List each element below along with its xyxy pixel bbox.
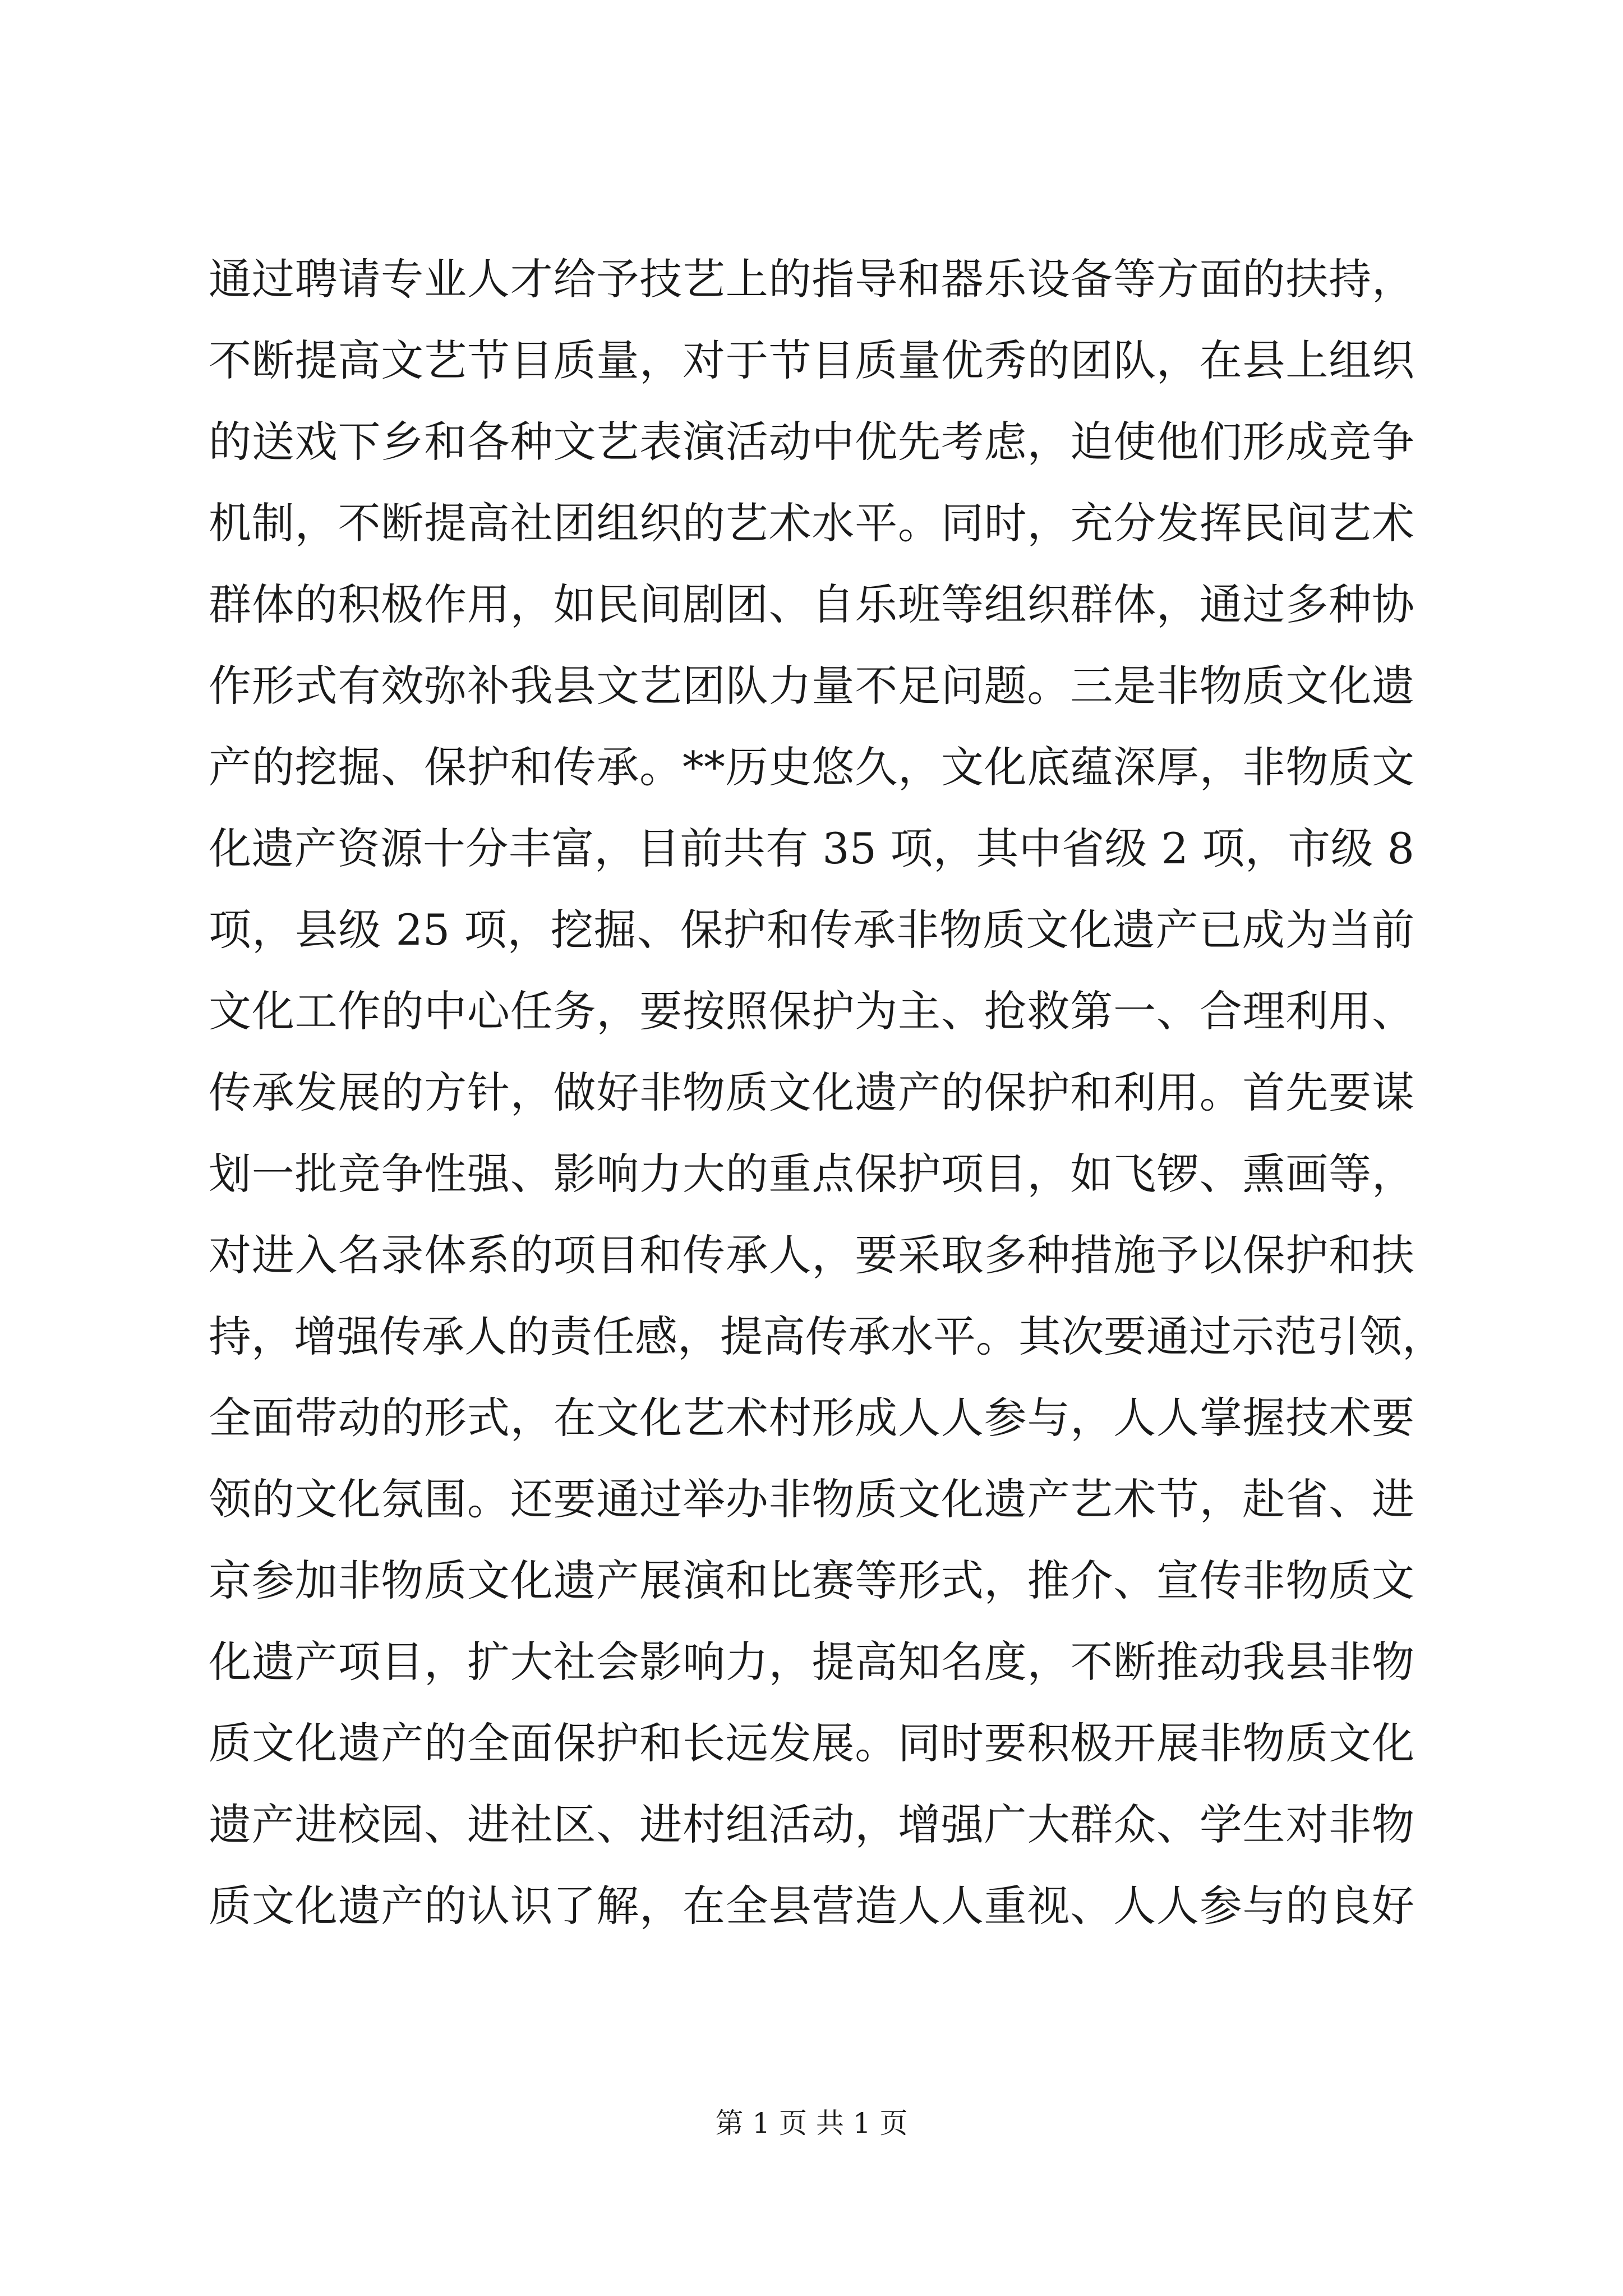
text-line: 质文化遗产的认识了解，在全县营造人人重视、人人参与的良好	[209, 1881, 1414, 1931]
text-line: 传承发展的方针，做好非物质文化遗产的保护和利用。首先要谋	[209, 1068, 1414, 1117]
text-line: 化遗产项目，扩大社会影响力，提高知名度，不断推动我县非物	[209, 1637, 1414, 1687]
text-line: 项，县级 25 项，挖掘、保护和传承非物质文化遗产已成为当前	[209, 905, 1414, 955]
text-line: 作形式有效弥补我县文艺团队力量不足问题。三是非物质文化遗	[209, 661, 1414, 711]
text-line: 化遗产资源十分丰富，目前共有 35 项，其中省级 2 项，市级 8	[209, 823, 1414, 873]
text-line: 划一批竞争性强、影响力大的重点保护项目，如飞锣、熏画等，	[209, 1149, 1414, 1199]
text-line: 京参加非物质文化遗产展演和比赛等形式，推介、宣传非物质文	[209, 1556, 1414, 1605]
text-line: 遗产进校园、进社区、进村组活动，增强广大群众、学生对非物	[209, 1800, 1414, 1849]
text-line: 对进入名录体系的项目和传承人，要采取多种措施予以保护和扶	[209, 1230, 1414, 1280]
body-text	[209, 238, 1445, 1947]
page-number-footer: 第 1 页 共 1 页	[715, 2107, 908, 2139]
text-line: 不断提高文艺节目质量，对于节目质量优秀的团队，在县上组织	[209, 335, 1414, 385]
text-line: 文化工作的中心任务，要按照保护为主、抢救第一、合理利用、	[209, 986, 1414, 1036]
text-line: 持，增强传承人的责任感，提高传承水平。其次要通过示范引领，	[209, 1312, 1445, 1361]
text-line: 通过聘请专业人才给予技艺上的指导和器乐设备等方面的扶持，	[209, 254, 1414, 304]
text-line: 全面带动的形式，在文化艺术村形成人人参与，人人掌握技术要	[209, 1393, 1414, 1443]
text-line: 机制，不断提高社团组织的艺术水平。同时，充分发挥民间艺术	[209, 498, 1414, 548]
text-line: 质文化遗产的全面保护和长远发展。同时要积极开展非物质文化	[209, 1718, 1414, 1768]
text-line: 领的文化氛围。还要通过举办非物质文化遗产艺术节，赴省、进	[209, 1474, 1414, 1524]
text-line: 的送戏下乡和各种文艺表演活动中优先考虑，迫使他们形成竞争	[209, 417, 1414, 467]
text-line: 群体的积极作用，如民间剧团、自乐班等组织群体，通过多种协	[209, 579, 1414, 629]
text-line: 产的挖掘、保护和传承。**历史悠久，文化底蕴深厚，非物质文	[209, 742, 1414, 792]
